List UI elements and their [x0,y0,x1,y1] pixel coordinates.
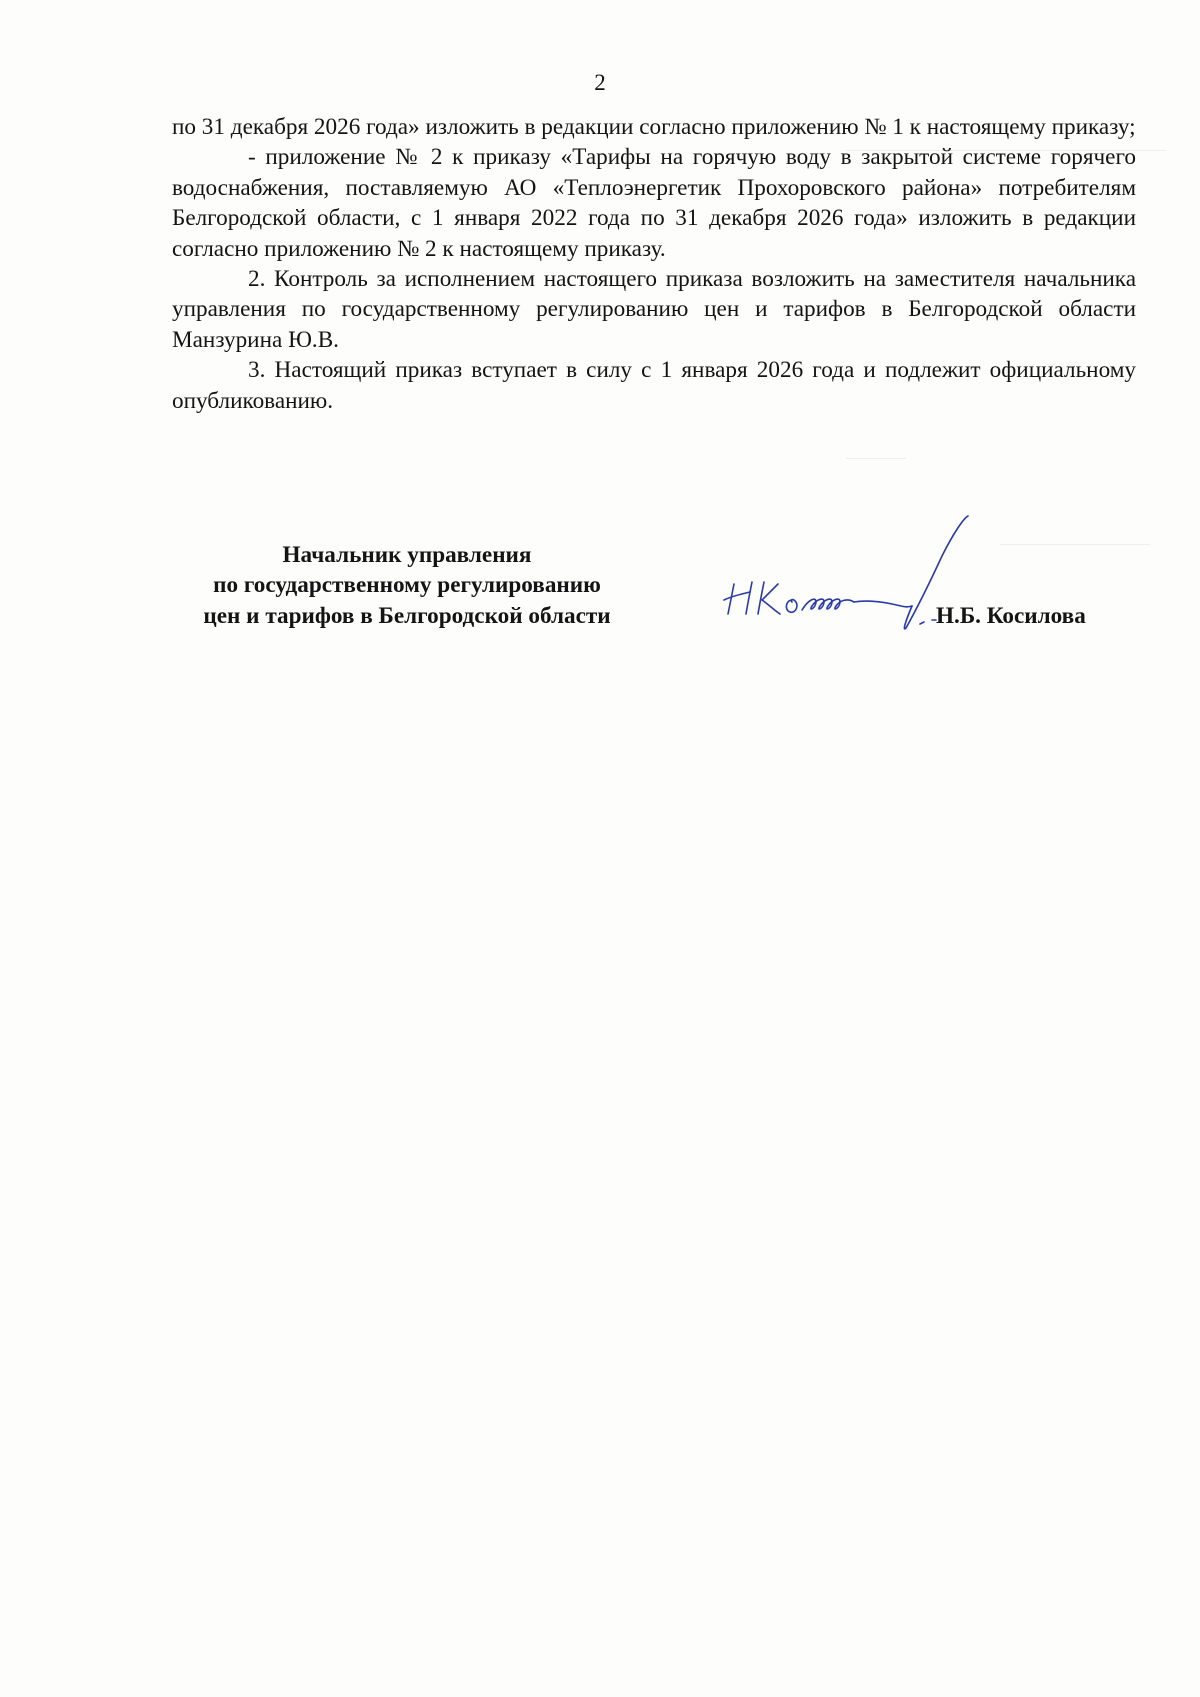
signatory-position-line: по государственному регулированию [213,572,601,599]
signatory-name: Н.Б. Косилова [936,603,1086,629]
document-body [172,112,1136,416]
signatory-position-line: Начальник управления [282,542,532,568]
show-through-text [1000,544,1150,545]
paragraph-control: 2. Контроль за исполнением настоящего приказа возложить на заместителя начальника управления по государственному регулированию цен и тарифов в Белгородской области Манзурина Ю.В. [172,266,1136,353]
page-number: 2 [594,70,606,95]
paragraph-appendix-2: - приложение № 2 к приказу «Тарифы на горячую воду в закрытой системе горячего водоснабжения, поставляемую АО «Теплоэнергетик Прохоровского района» потребителям Белгородской области, с 1 января 2022 года по 31 декабря 2026 года» изложить в редакции согласно приложению № 2 к настоящему приказу. [172,144,1136,262]
signatory-position-line: цен и тарифов в Белгородской области [203,602,611,629]
signatory-position [172,540,642,631]
paragraph-continuation: по 31 декабря 2026 года» изложить в редакции согласно приложению № 1 к настоящему приказу; [172,114,1136,140]
show-through-text [846,458,906,459]
paragraph-effective-date: 3. Настоящий приказ вступает в силу с 1 января 2026 года и подлежит официальному опубликованию. [172,357,1136,414]
